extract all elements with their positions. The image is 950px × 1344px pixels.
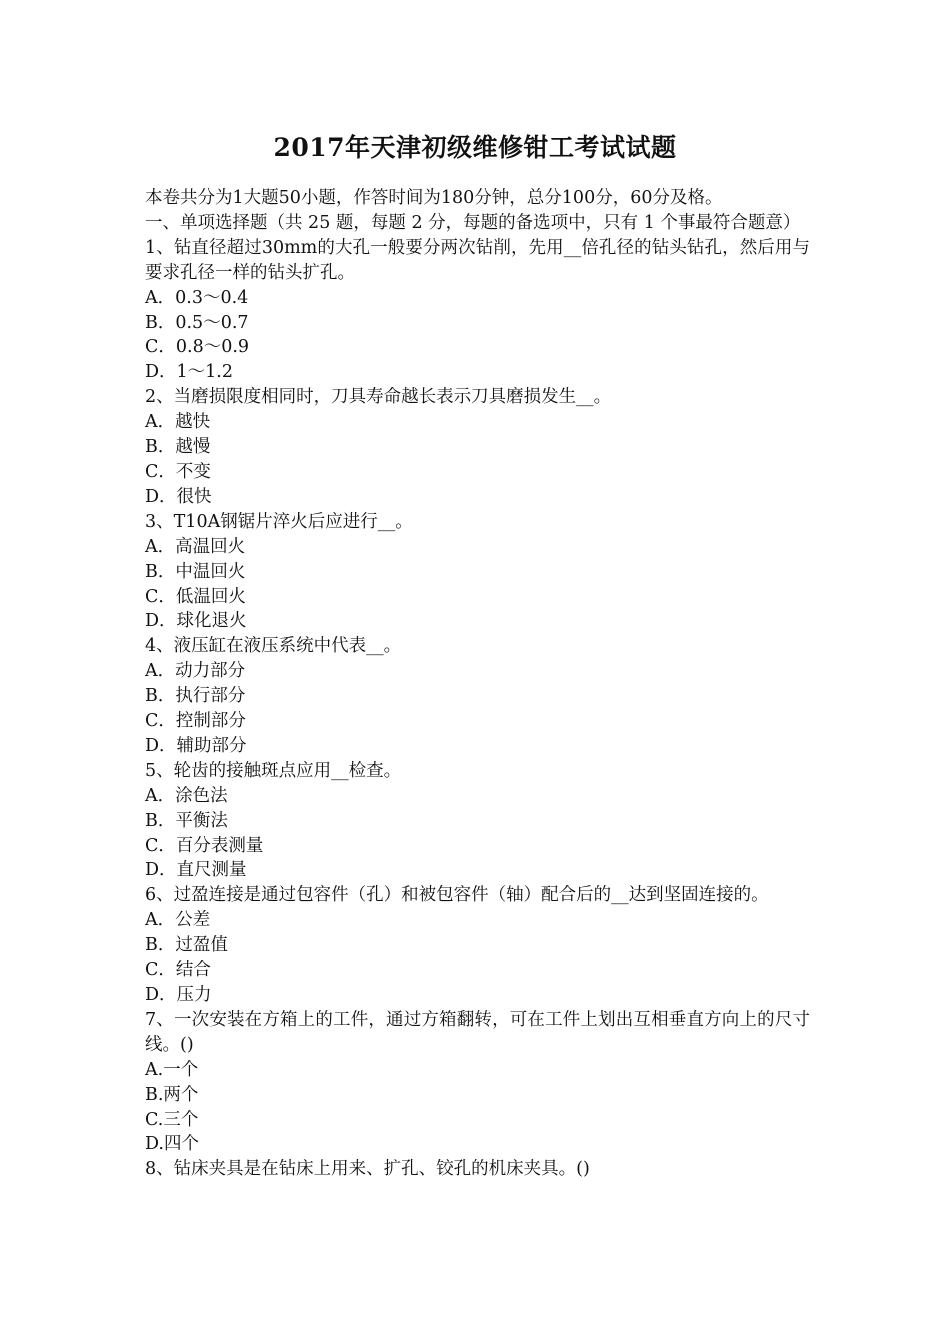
option-d: D．辅助部分	[145, 735, 247, 756]
question-3	[145, 510, 810, 635]
option-b: B．过盈值	[145, 935, 228, 956]
question-5	[145, 759, 810, 884]
question-stem: 1、钻直径超过30mm的大孔一般要分两次钻削，先用__倍孔径的钻头钻孔，然后用与要求孔径一样的钻头扩孔。	[145, 237, 810, 283]
question-1	[145, 236, 810, 385]
option-c: C．控制部分	[145, 711, 246, 732]
option-c: C．结合	[145, 960, 211, 981]
question-stem: 8、钻床夹具是在钻床上用来、扩孔、铰孔的机床夹具。()	[145, 1159, 590, 1180]
question-2	[145, 385, 810, 510]
option-c: C．不变	[145, 461, 211, 482]
option-b: B.两个	[145, 1084, 199, 1105]
question-stem: 3、T10A钢锯片淬火后应进行__。	[145, 511, 413, 532]
exam-intro: 本卷共分为1大题50小题，作答时间为180分钟，总分100分，60分及格。	[145, 188, 723, 208]
question-stem: 5、轮齿的接触斑点应用__检查。	[145, 760, 402, 781]
question-8	[145, 1157, 810, 1182]
option-a: A．0.3～0.4	[145, 287, 249, 308]
option-d: D．球化退火	[145, 611, 247, 632]
option-d: D．压力	[145, 985, 212, 1005]
option-b: B．越慢	[145, 437, 211, 458]
option-c: C．0.8～0.9	[145, 337, 250, 358]
option-c: C．百分表测量	[145, 835, 264, 856]
question-7	[145, 1008, 810, 1157]
question-4	[145, 634, 810, 759]
document-body	[145, 186, 810, 1182]
section-heading: 一、单项选择题（共 25 题，每题 2 分，每题的备选项中，只有 1 个事最符合题意）	[145, 212, 801, 233]
question-stem: 7、一次安装在方箱上的工件，通过方箱翻转，可在工件上划出互相垂直方向上的尺寸线。()	[145, 1009, 810, 1055]
option-d: D.四个	[145, 1134, 199, 1155]
document-title: 2017年天津初级维修钳工考试试题	[273, 133, 677, 162]
option-d: D．直尺测量	[145, 860, 247, 881]
option-b: B．平衡法	[145, 810, 228, 831]
option-b: B．0.5～0.7	[145, 312, 249, 333]
option-a: A．越快	[145, 412, 211, 433]
option-c: C．低温回火	[145, 586, 246, 607]
question-stem: 4、液压缸在液压系统中代表__。	[145, 636, 402, 657]
option-a: A．动力部分	[145, 661, 246, 682]
option-b: B．中温回火	[145, 561, 246, 582]
option-a: A.一个	[145, 1059, 199, 1080]
option-a: A．公差	[145, 910, 211, 931]
question-stem: 2、当磨损限度相同时，刀具寿命越长表示刀具磨损发生__。	[145, 387, 612, 408]
option-a: A．高温回火	[145, 536, 246, 557]
option-d: D．1～1.2	[145, 362, 233, 383]
question-6	[145, 883, 810, 1008]
option-d: D．很快	[145, 486, 212, 507]
option-b: B．执行部分	[145, 686, 246, 707]
question-stem: 6、过盈连接是通过包容件（孔）和被包容件（轴）配合后的__达到坚固连接的。	[145, 885, 769, 906]
option-c: C.三个	[145, 1109, 199, 1130]
option-a: A．涂色法	[145, 785, 228, 806]
